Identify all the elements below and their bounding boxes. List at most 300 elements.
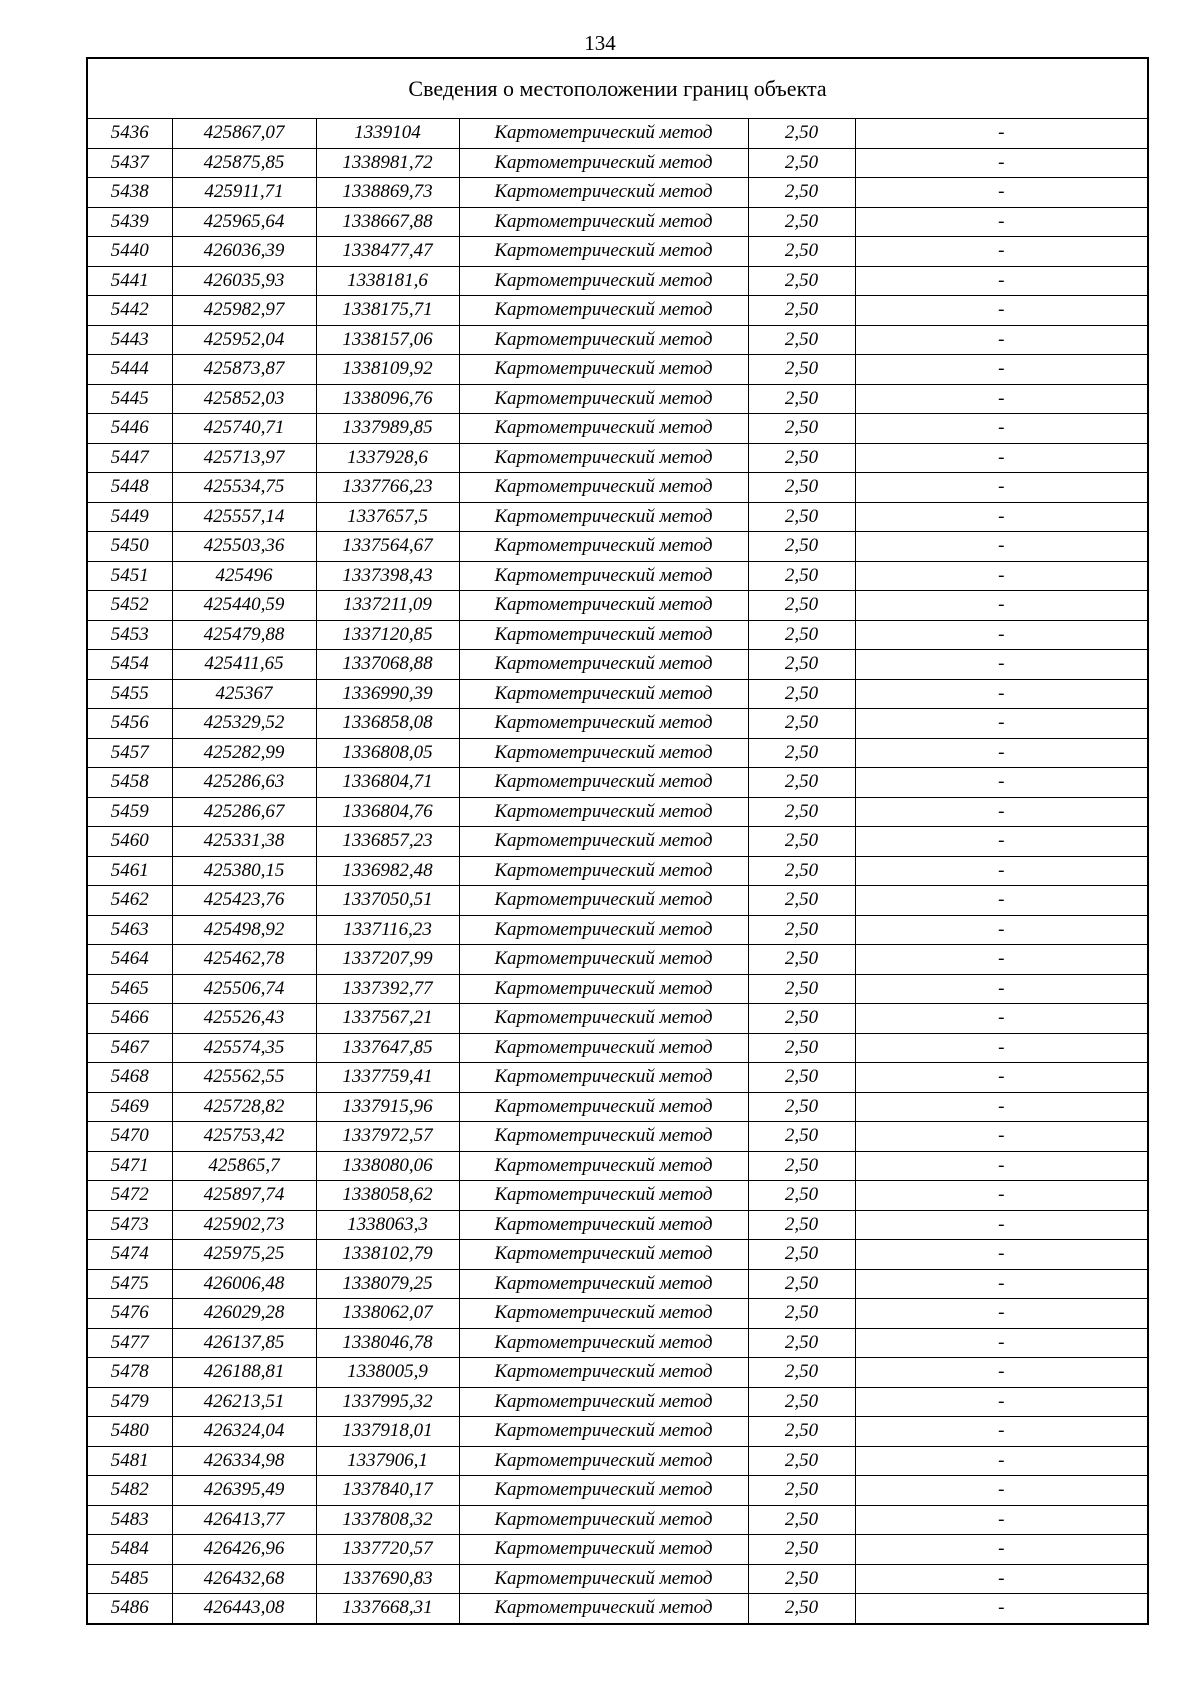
point-number-cell: 5469 bbox=[87, 1092, 172, 1122]
description-cell: - bbox=[855, 325, 1148, 355]
point-number-cell: 5460 bbox=[87, 827, 172, 857]
description-cell: - bbox=[855, 148, 1148, 178]
method-cell: Картометрический метод bbox=[459, 915, 748, 945]
table-row bbox=[87, 1564, 1148, 1594]
x-coordinate-cell: 425286,63 bbox=[172, 768, 316, 798]
description-cell: - bbox=[855, 1476, 1148, 1506]
accuracy-cell: 2,50 bbox=[748, 1063, 855, 1093]
method-cell: Картометрический метод bbox=[459, 1092, 748, 1122]
x-coordinate-cell: 425728,82 bbox=[172, 1092, 316, 1122]
description-cell: - bbox=[855, 502, 1148, 532]
accuracy-cell: 2,50 bbox=[748, 325, 855, 355]
method-cell: Картометрический метод bbox=[459, 738, 748, 768]
table-row bbox=[87, 620, 1148, 650]
x-coordinate-cell: 426035,93 bbox=[172, 266, 316, 296]
table-row bbox=[87, 1122, 1148, 1152]
x-coordinate-cell: 425865,7 bbox=[172, 1151, 316, 1181]
point-number-cell: 5471 bbox=[87, 1151, 172, 1181]
accuracy-cell: 2,50 bbox=[748, 1151, 855, 1181]
y-coordinate-cell: 1337647,85 bbox=[316, 1033, 459, 1063]
method-cell: Картометрический метод bbox=[459, 561, 748, 591]
table-row bbox=[87, 296, 1148, 326]
accuracy-cell: 2,50 bbox=[748, 384, 855, 414]
y-coordinate-cell: 1338109,92 bbox=[316, 355, 459, 385]
table-row bbox=[87, 650, 1148, 680]
table-row bbox=[87, 1004, 1148, 1034]
method-cell: Картометрический метод bbox=[459, 1151, 748, 1181]
description-cell: - bbox=[855, 1004, 1148, 1034]
accuracy-cell: 2,50 bbox=[748, 1476, 855, 1506]
accuracy-cell: 2,50 bbox=[748, 532, 855, 562]
point-number-cell: 5446 bbox=[87, 414, 172, 444]
y-coordinate-cell: 1337668,31 bbox=[316, 1594, 459, 1624]
y-coordinate-cell: 1339104 bbox=[316, 119, 459, 149]
y-coordinate-cell: 1337050,51 bbox=[316, 886, 459, 916]
table-row bbox=[87, 591, 1148, 621]
description-cell: - bbox=[855, 266, 1148, 296]
method-cell: Картометрический метод bbox=[459, 1387, 748, 1417]
accuracy-cell: 2,50 bbox=[748, 1181, 855, 1211]
point-number-cell: 5479 bbox=[87, 1387, 172, 1417]
x-coordinate-cell: 425498,92 bbox=[172, 915, 316, 945]
x-coordinate-cell: 425286,67 bbox=[172, 797, 316, 827]
accuracy-cell: 2,50 bbox=[748, 1299, 855, 1329]
method-cell: Картометрический метод bbox=[459, 591, 748, 621]
description-cell: - bbox=[855, 1505, 1148, 1535]
point-number-cell: 5484 bbox=[87, 1535, 172, 1565]
description-cell: - bbox=[855, 1033, 1148, 1063]
accuracy-cell: 2,50 bbox=[748, 915, 855, 945]
accuracy-cell: 2,50 bbox=[748, 650, 855, 680]
description-cell: - bbox=[855, 1358, 1148, 1388]
point-number-cell: 5476 bbox=[87, 1299, 172, 1329]
description-cell: - bbox=[855, 738, 1148, 768]
point-number-cell: 5477 bbox=[87, 1328, 172, 1358]
method-cell: Картометрический метод bbox=[459, 1299, 748, 1329]
point-number-cell: 5445 bbox=[87, 384, 172, 414]
accuracy-cell: 2,50 bbox=[748, 237, 855, 267]
description-cell: - bbox=[855, 207, 1148, 237]
accuracy-cell: 2,50 bbox=[748, 1535, 855, 1565]
method-cell: Картометрический метод bbox=[459, 886, 748, 916]
method-cell: Картометрический метод bbox=[459, 178, 748, 208]
y-coordinate-cell: 1336982,48 bbox=[316, 856, 459, 886]
page-number: 134 bbox=[584, 31, 616, 55]
table-row bbox=[87, 679, 1148, 709]
accuracy-cell: 2,50 bbox=[748, 886, 855, 916]
description-cell: - bbox=[855, 1181, 1148, 1211]
y-coordinate-cell: 1336804,76 bbox=[316, 797, 459, 827]
description-cell: - bbox=[855, 1328, 1148, 1358]
method-cell: Картометрический метод bbox=[459, 1594, 748, 1624]
description-cell: - bbox=[855, 974, 1148, 1004]
y-coordinate-cell: 1337120,85 bbox=[316, 620, 459, 650]
method-cell: Картометрический метод bbox=[459, 119, 748, 149]
table-row bbox=[87, 1063, 1148, 1093]
table-row bbox=[87, 1033, 1148, 1063]
table-row bbox=[87, 561, 1148, 591]
y-coordinate-cell: 1337116,23 bbox=[316, 915, 459, 945]
description-cell: - bbox=[855, 915, 1148, 945]
y-coordinate-cell: 1337906,1 bbox=[316, 1446, 459, 1476]
point-number-cell: 5454 bbox=[87, 650, 172, 680]
method-cell: Картометрический метод bbox=[459, 797, 748, 827]
accuracy-cell: 2,50 bbox=[748, 945, 855, 975]
table-row bbox=[87, 414, 1148, 444]
y-coordinate-cell: 1336857,23 bbox=[316, 827, 459, 857]
x-coordinate-cell: 426324,04 bbox=[172, 1417, 316, 1447]
accuracy-cell: 2,50 bbox=[748, 1446, 855, 1476]
accuracy-cell: 2,50 bbox=[748, 443, 855, 473]
table-title-row bbox=[87, 58, 1148, 119]
x-coordinate-cell: 425952,04 bbox=[172, 325, 316, 355]
table-row bbox=[87, 148, 1148, 178]
method-cell: Картометрический метод bbox=[459, 1033, 748, 1063]
method-cell: Картометрический метод bbox=[459, 443, 748, 473]
point-number-cell: 5474 bbox=[87, 1240, 172, 1270]
accuracy-cell: 2,50 bbox=[748, 1505, 855, 1535]
point-number-cell: 5472 bbox=[87, 1181, 172, 1211]
accuracy-cell: 2,50 bbox=[748, 738, 855, 768]
table-row bbox=[87, 532, 1148, 562]
x-coordinate-cell: 425965,64 bbox=[172, 207, 316, 237]
point-number-cell: 5442 bbox=[87, 296, 172, 326]
accuracy-cell: 2,50 bbox=[748, 797, 855, 827]
accuracy-cell: 2,50 bbox=[748, 1564, 855, 1594]
y-coordinate-cell: 1336858,08 bbox=[316, 709, 459, 739]
x-coordinate-cell: 425740,71 bbox=[172, 414, 316, 444]
table-row bbox=[87, 1505, 1148, 1535]
table-row bbox=[87, 1240, 1148, 1270]
method-cell: Картометрический метод bbox=[459, 1417, 748, 1447]
y-coordinate-cell: 1338181,6 bbox=[316, 266, 459, 296]
point-number-cell: 5450 bbox=[87, 532, 172, 562]
table-row bbox=[87, 827, 1148, 857]
y-coordinate-cell: 1337918,01 bbox=[316, 1417, 459, 1447]
table-row bbox=[87, 207, 1148, 237]
description-cell: - bbox=[855, 945, 1148, 975]
accuracy-cell: 2,50 bbox=[748, 1240, 855, 1270]
table-title: Сведения о местоположении границ объекта bbox=[87, 58, 1148, 119]
y-coordinate-cell: 1337989,85 bbox=[316, 414, 459, 444]
accuracy-cell: 2,50 bbox=[748, 178, 855, 208]
y-coordinate-cell: 1338062,07 bbox=[316, 1299, 459, 1329]
table-row bbox=[87, 738, 1148, 768]
description-cell: - bbox=[855, 532, 1148, 562]
method-cell: Картометрический метод bbox=[459, 768, 748, 798]
x-coordinate-cell: 425503,36 bbox=[172, 532, 316, 562]
table-row bbox=[87, 1269, 1148, 1299]
x-coordinate-cell: 425329,52 bbox=[172, 709, 316, 739]
accuracy-cell: 2,50 bbox=[748, 266, 855, 296]
x-coordinate-cell: 426443,08 bbox=[172, 1594, 316, 1624]
x-coordinate-cell: 425506,74 bbox=[172, 974, 316, 1004]
point-number-cell: 5463 bbox=[87, 915, 172, 945]
accuracy-cell: 2,50 bbox=[748, 1004, 855, 1034]
table-row bbox=[87, 1594, 1148, 1624]
y-coordinate-cell: 1338477,47 bbox=[316, 237, 459, 267]
method-cell: Картометрический метод bbox=[459, 1122, 748, 1152]
x-coordinate-cell: 426432,68 bbox=[172, 1564, 316, 1594]
x-coordinate-cell: 425873,87 bbox=[172, 355, 316, 385]
point-number-cell: 5448 bbox=[87, 473, 172, 503]
description-cell: - bbox=[855, 620, 1148, 650]
y-coordinate-cell: 1338058,62 bbox=[316, 1181, 459, 1211]
accuracy-cell: 2,50 bbox=[748, 414, 855, 444]
method-cell: Картометрический метод bbox=[459, 325, 748, 355]
table-row bbox=[87, 502, 1148, 532]
accuracy-cell: 2,50 bbox=[748, 856, 855, 886]
description-cell: - bbox=[855, 591, 1148, 621]
x-coordinate-cell: 425282,99 bbox=[172, 738, 316, 768]
method-cell: Картометрический метод bbox=[459, 1358, 748, 1388]
table-row bbox=[87, 1092, 1148, 1122]
accuracy-cell: 2,50 bbox=[748, 1417, 855, 1447]
point-number-cell: 5483 bbox=[87, 1505, 172, 1535]
x-coordinate-cell: 425440,59 bbox=[172, 591, 316, 621]
accuracy-cell: 2,50 bbox=[748, 561, 855, 591]
y-coordinate-cell: 1337211,09 bbox=[316, 591, 459, 621]
accuracy-cell: 2,50 bbox=[748, 974, 855, 1004]
point-number-cell: 5475 bbox=[87, 1269, 172, 1299]
x-coordinate-cell: 426213,51 bbox=[172, 1387, 316, 1417]
accuracy-cell: 2,50 bbox=[748, 1269, 855, 1299]
table-row bbox=[87, 178, 1148, 208]
description-cell: - bbox=[855, 1594, 1148, 1624]
table-row bbox=[87, 443, 1148, 473]
point-number-cell: 5447 bbox=[87, 443, 172, 473]
point-number-cell: 5481 bbox=[87, 1446, 172, 1476]
point-number-cell: 5473 bbox=[87, 1210, 172, 1240]
x-coordinate-cell: 426137,85 bbox=[172, 1328, 316, 1358]
x-coordinate-cell: 425897,74 bbox=[172, 1181, 316, 1211]
x-coordinate-cell: 426334,98 bbox=[172, 1446, 316, 1476]
accuracy-cell: 2,50 bbox=[748, 355, 855, 385]
x-coordinate-cell: 425975,25 bbox=[172, 1240, 316, 1270]
x-coordinate-cell: 425557,14 bbox=[172, 502, 316, 532]
y-coordinate-cell: 1337995,32 bbox=[316, 1387, 459, 1417]
accuracy-cell: 2,50 bbox=[748, 679, 855, 709]
description-cell: - bbox=[855, 119, 1148, 149]
x-coordinate-cell: 425411,65 bbox=[172, 650, 316, 680]
table-row bbox=[87, 1299, 1148, 1329]
table-row bbox=[87, 945, 1148, 975]
description-cell: - bbox=[855, 1063, 1148, 1093]
table-row bbox=[87, 1358, 1148, 1388]
y-coordinate-cell: 1336804,71 bbox=[316, 768, 459, 798]
x-coordinate-cell: 425526,43 bbox=[172, 1004, 316, 1034]
y-coordinate-cell: 1336808,05 bbox=[316, 738, 459, 768]
method-cell: Картометрический метод bbox=[459, 1505, 748, 1535]
point-number-cell: 5456 bbox=[87, 709, 172, 739]
description-cell: - bbox=[855, 237, 1148, 267]
point-number-cell: 5482 bbox=[87, 1476, 172, 1506]
y-coordinate-cell: 1338102,79 bbox=[316, 1240, 459, 1270]
y-coordinate-cell: 1338667,88 bbox=[316, 207, 459, 237]
y-coordinate-cell: 1337928,6 bbox=[316, 443, 459, 473]
point-number-cell: 5466 bbox=[87, 1004, 172, 1034]
accuracy-cell: 2,50 bbox=[748, 1092, 855, 1122]
description-cell: - bbox=[855, 414, 1148, 444]
description-cell: - bbox=[855, 827, 1148, 857]
method-cell: Картометрический метод bbox=[459, 532, 748, 562]
y-coordinate-cell: 1338175,71 bbox=[316, 296, 459, 326]
table-row bbox=[87, 1446, 1148, 1476]
point-number-cell: 5436 bbox=[87, 119, 172, 149]
accuracy-cell: 2,50 bbox=[748, 591, 855, 621]
table-row bbox=[87, 1151, 1148, 1181]
point-number-cell: 5470 bbox=[87, 1122, 172, 1152]
table-row bbox=[87, 1476, 1148, 1506]
accuracy-cell: 2,50 bbox=[748, 620, 855, 650]
method-cell: Картометрический метод bbox=[459, 1328, 748, 1358]
y-coordinate-cell: 1338063,3 bbox=[316, 1210, 459, 1240]
point-number-cell: 5438 bbox=[87, 178, 172, 208]
table-row bbox=[87, 1210, 1148, 1240]
y-coordinate-cell: 1337972,57 bbox=[316, 1122, 459, 1152]
x-coordinate-cell: 425753,42 bbox=[172, 1122, 316, 1152]
y-coordinate-cell: 1338079,25 bbox=[316, 1269, 459, 1299]
table-row bbox=[87, 1387, 1148, 1417]
table-row bbox=[87, 473, 1148, 503]
y-coordinate-cell: 1337657,5 bbox=[316, 502, 459, 532]
accuracy-cell: 2,50 bbox=[748, 827, 855, 857]
x-coordinate-cell: 425875,85 bbox=[172, 148, 316, 178]
point-number-cell: 5441 bbox=[87, 266, 172, 296]
y-coordinate-cell: 1338005,9 bbox=[316, 1358, 459, 1388]
accuracy-cell: 2,50 bbox=[748, 1358, 855, 1388]
x-coordinate-cell: 425982,97 bbox=[172, 296, 316, 326]
method-cell: Картометрический метод bbox=[459, 502, 748, 532]
x-coordinate-cell: 425852,03 bbox=[172, 384, 316, 414]
description-cell: - bbox=[855, 1299, 1148, 1329]
table-row bbox=[87, 768, 1148, 798]
description-cell: - bbox=[855, 886, 1148, 916]
description-cell: - bbox=[855, 856, 1148, 886]
description-cell: - bbox=[855, 1446, 1148, 1476]
y-coordinate-cell: 1337567,21 bbox=[316, 1004, 459, 1034]
x-coordinate-cell: 425911,71 bbox=[172, 178, 316, 208]
table-row bbox=[87, 974, 1148, 1004]
x-coordinate-cell: 425479,88 bbox=[172, 620, 316, 650]
point-number-cell: 5457 bbox=[87, 738, 172, 768]
description-cell: - bbox=[855, 1240, 1148, 1270]
accuracy-cell: 2,50 bbox=[748, 1328, 855, 1358]
y-coordinate-cell: 1337398,43 bbox=[316, 561, 459, 591]
method-cell: Картометрический метод bbox=[459, 148, 748, 178]
description-cell: - bbox=[855, 650, 1148, 680]
y-coordinate-cell: 1337068,88 bbox=[316, 650, 459, 680]
accuracy-cell: 2,50 bbox=[748, 296, 855, 326]
method-cell: Картометрический метод bbox=[459, 1564, 748, 1594]
table-row bbox=[87, 886, 1148, 916]
table-row bbox=[87, 1535, 1148, 1565]
y-coordinate-cell: 1337759,41 bbox=[316, 1063, 459, 1093]
accuracy-cell: 2,50 bbox=[748, 1387, 855, 1417]
point-number-cell: 5464 bbox=[87, 945, 172, 975]
y-coordinate-cell: 1336990,39 bbox=[316, 679, 459, 709]
y-coordinate-cell: 1337766,23 bbox=[316, 473, 459, 503]
y-coordinate-cell: 1338157,06 bbox=[316, 325, 459, 355]
point-number-cell: 5480 bbox=[87, 1417, 172, 1447]
description-cell: - bbox=[855, 443, 1148, 473]
point-number-cell: 5478 bbox=[87, 1358, 172, 1388]
table-row bbox=[87, 384, 1148, 414]
description-cell: - bbox=[855, 1564, 1148, 1594]
description-cell: - bbox=[855, 709, 1148, 739]
description-cell: - bbox=[855, 1269, 1148, 1299]
x-coordinate-cell: 425562,55 bbox=[172, 1063, 316, 1093]
method-cell: Картометрический метод bbox=[459, 355, 748, 385]
description-cell: - bbox=[855, 679, 1148, 709]
x-coordinate-cell: 425380,15 bbox=[172, 856, 316, 886]
point-number-cell: 5455 bbox=[87, 679, 172, 709]
method-cell: Картометрический метод bbox=[459, 1240, 748, 1270]
description-cell: - bbox=[855, 473, 1148, 503]
method-cell: Картометрический метод bbox=[459, 1004, 748, 1034]
accuracy-cell: 2,50 bbox=[748, 502, 855, 532]
method-cell: Картометрический метод bbox=[459, 1446, 748, 1476]
method-cell: Картометрический метод bbox=[459, 945, 748, 975]
point-number-cell: 5485 bbox=[87, 1564, 172, 1594]
x-coordinate-cell: 426029,28 bbox=[172, 1299, 316, 1329]
method-cell: Картометрический метод bbox=[459, 974, 748, 1004]
table-row bbox=[87, 709, 1148, 739]
method-cell: Картометрический метод bbox=[459, 650, 748, 680]
method-cell: Картометрический метод bbox=[459, 709, 748, 739]
x-coordinate-cell: 426006,48 bbox=[172, 1269, 316, 1299]
table-row bbox=[87, 1328, 1148, 1358]
y-coordinate-cell: 1338096,76 bbox=[316, 384, 459, 414]
point-number-cell: 5449 bbox=[87, 502, 172, 532]
method-cell: Картометрический метод bbox=[459, 1269, 748, 1299]
accuracy-cell: 2,50 bbox=[748, 1122, 855, 1152]
method-cell: Картометрический метод bbox=[459, 473, 748, 503]
y-coordinate-cell: 1337564,67 bbox=[316, 532, 459, 562]
method-cell: Картометрический метод bbox=[459, 1535, 748, 1565]
table-row bbox=[87, 325, 1148, 355]
description-cell: - bbox=[855, 296, 1148, 326]
point-number-cell: 5459 bbox=[87, 797, 172, 827]
y-coordinate-cell: 1338981,72 bbox=[316, 148, 459, 178]
accuracy-cell: 2,50 bbox=[748, 1033, 855, 1063]
point-number-cell: 5468 bbox=[87, 1063, 172, 1093]
point-number-cell: 5461 bbox=[87, 856, 172, 886]
y-coordinate-cell: 1337690,83 bbox=[316, 1564, 459, 1594]
point-number-cell: 5440 bbox=[87, 237, 172, 267]
method-cell: Картометрический метод bbox=[459, 1063, 748, 1093]
y-coordinate-cell: 1337207,99 bbox=[316, 945, 459, 975]
x-coordinate-cell: 426413,77 bbox=[172, 1505, 316, 1535]
method-cell: Картометрический метод bbox=[459, 296, 748, 326]
x-coordinate-cell: 426395,49 bbox=[172, 1476, 316, 1506]
method-cell: Картометрический метод bbox=[459, 679, 748, 709]
accuracy-cell: 2,50 bbox=[748, 148, 855, 178]
point-number-cell: 5462 bbox=[87, 886, 172, 916]
point-number-cell: 5437 bbox=[87, 148, 172, 178]
x-coordinate-cell: 425713,97 bbox=[172, 443, 316, 473]
method-cell: Картометрический метод bbox=[459, 620, 748, 650]
point-number-cell: 5451 bbox=[87, 561, 172, 591]
y-coordinate-cell: 1337840,17 bbox=[316, 1476, 459, 1506]
point-number-cell: 5452 bbox=[87, 591, 172, 621]
method-cell: Картометрический метод bbox=[459, 856, 748, 886]
description-cell: - bbox=[855, 768, 1148, 798]
method-cell: Картометрический метод bbox=[459, 827, 748, 857]
point-number-cell: 5486 bbox=[87, 1594, 172, 1624]
y-coordinate-cell: 1337392,77 bbox=[316, 974, 459, 1004]
accuracy-cell: 2,50 bbox=[748, 473, 855, 503]
